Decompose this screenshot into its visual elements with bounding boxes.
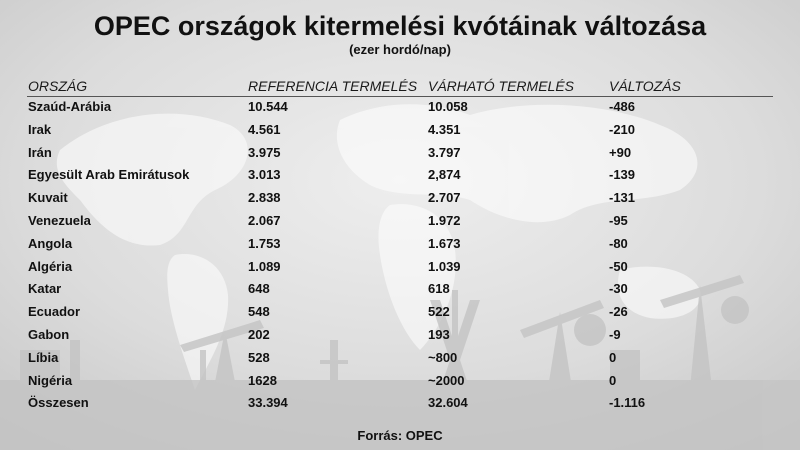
- table-row: [0, 325, 800, 347]
- table-row: [0, 371, 800, 393]
- cell-reference: 1.753: [248, 235, 281, 251]
- table-row: [0, 279, 800, 301]
- cell-change: -210: [609, 121, 636, 137]
- cell-reference: 648: [248, 281, 270, 297]
- chart-subtitle: (ezer hordó/nap): [349, 42, 451, 57]
- cell-country: Angola: [28, 235, 73, 251]
- cell-reference: 3.013: [248, 167, 281, 183]
- cell-change: -26: [609, 304, 628, 320]
- table-row: [0, 143, 800, 165]
- cell-country: Ecuador: [28, 304, 81, 320]
- cell-expected: 32.604: [428, 395, 468, 411]
- table-row: [0, 302, 800, 324]
- cell-country: Irak: [28, 121, 52, 137]
- cell-expected: 1.039: [428, 258, 461, 274]
- chart-title: OPEC országok kitermelési kvótáinak változása: [93, 11, 707, 41]
- cell-reference: 4.561: [248, 121, 281, 137]
- cell-expected: ~800: [428, 349, 458, 365]
- cell-change: -1.116: [609, 395, 646, 411]
- cell-change: -9: [609, 327, 621, 342]
- table-row: [0, 234, 800, 256]
- cell-country: Katar: [28, 281, 62, 297]
- cell-country: Algéria: [28, 258, 73, 274]
- cell-country: Venezuela: [28, 213, 91, 228]
- cell-expected: 522: [428, 304, 450, 320]
- cell-reference: 10.544: [248, 99, 288, 114]
- table-row: [0, 165, 800, 187]
- cell-reference: 1628: [248, 372, 277, 388]
- cell-reference: 548: [248, 304, 270, 320]
- table-row-total: [0, 393, 800, 415]
- cell-expected: 2,874: [428, 167, 461, 183]
- cell-expected: 193: [428, 327, 450, 342]
- cell-country: Líbia: [28, 349, 59, 365]
- column-header-country: ORSZÁG: [28, 78, 88, 94]
- table-header: [0, 76, 800, 98]
- cell-expected: 2.707: [428, 190, 461, 206]
- cell-expected: 4.351: [428, 121, 461, 137]
- cell-change: -131: [609, 190, 636, 206]
- cell-country: Irán: [28, 144, 52, 160]
- cell-reference: 2.838: [248, 190, 281, 206]
- cell-change: -486: [609, 99, 636, 114]
- cell-country: Összesen: [28, 395, 89, 411]
- table-row: [0, 211, 800, 233]
- table-row: [0, 257, 800, 279]
- cell-change: -30: [609, 281, 628, 297]
- cell-change: 0: [609, 349, 617, 365]
- cell-change: -50: [609, 258, 628, 274]
- table-row: [0, 188, 800, 210]
- cell-expected: ~2000: [428, 372, 465, 388]
- cell-expected: 1.673: [428, 235, 461, 251]
- cell-reference: 33.394: [248, 395, 288, 411]
- cell-change: -80: [609, 235, 628, 251]
- column-header-expected: VÁRHATÓ TERMELÉS: [428, 78, 574, 94]
- column-header-change: VÁLTOZÁS: [609, 78, 681, 94]
- source-note: Forrás: OPEC: [357, 428, 443, 443]
- table-row: [0, 97, 800, 119]
- cell-reference: 528: [248, 349, 270, 365]
- cell-country: Szaúd-Arábia: [28, 99, 112, 114]
- cell-change: 0: [609, 372, 617, 388]
- column-header-reference: REFERENCIA TERMELÉS: [248, 78, 418, 94]
- cell-country: Gabon: [28, 327, 70, 342]
- cell-country: Nigéria: [28, 372, 73, 388]
- cell-reference: 2.067: [248, 213, 281, 228]
- cell-country: Egyesült Arab Emirátusok: [28, 167, 190, 183]
- cell-country: Kuvait: [28, 190, 68, 206]
- cell-change: -139: [609, 167, 636, 183]
- cell-reference: 3.975: [248, 144, 281, 160]
- table-row: [0, 120, 800, 142]
- cell-expected: 10.058: [428, 99, 468, 114]
- cell-expected: 618: [428, 281, 450, 297]
- cell-expected: 3.797: [428, 144, 461, 160]
- cell-change: +90: [609, 144, 632, 160]
- cell-expected: 1.972: [428, 213, 461, 228]
- cell-reference: 202: [248, 327, 270, 342]
- table-row: [0, 348, 800, 370]
- cell-reference: 1.089: [248, 258, 281, 274]
- cell-change: -95: [609, 213, 628, 228]
